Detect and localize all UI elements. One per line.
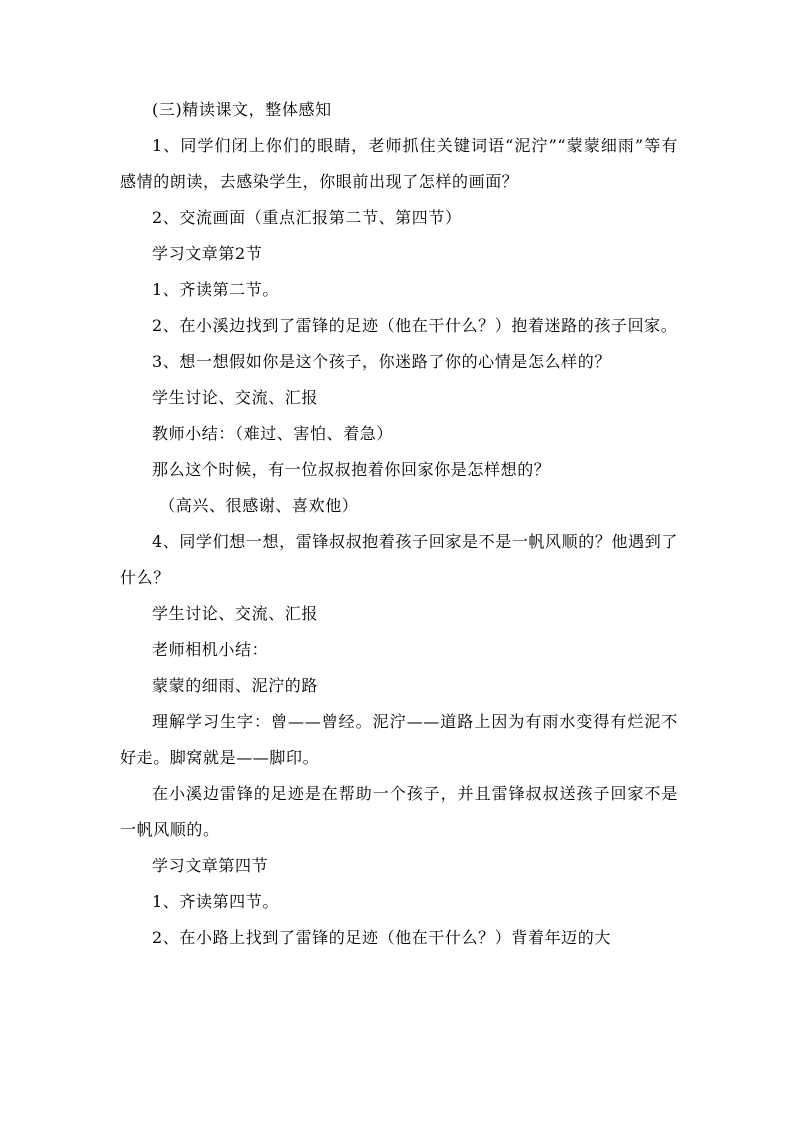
paragraph: 教师小结：（难过、害怕、着急） [152, 424, 394, 443]
paragraph: 学生讨论、交流、汇报 [152, 604, 319, 623]
paragraph: 3、想一想假如你是这个孩子，你迷路了你的心情是怎么样的？ [152, 352, 611, 371]
paragraph: 4、同学们想一想，雷锋叔叔抱着孩子回家是不是一帆风顺的？他遇到了什么？ [120, 532, 678, 587]
paragraph: 那么这个时候，有一位叔叔抱着你回家你是怎样想的？ [152, 460, 551, 479]
document-body [120, 92, 678, 956]
subsection-heading: 学习文章第2节 [152, 244, 263, 263]
paragraph: 在小溪边雷锋的足迹是在帮助一个孩子，并且雷锋叔叔送孩子回家不是一帆风顺的。 [120, 784, 678, 839]
paragraph: 学生讨论、交流、汇报 [152, 388, 319, 407]
section-heading: (三)精读课文，整体感知 [152, 100, 332, 119]
paragraph: 老师相机小结： [152, 640, 269, 659]
paragraph: 1、同学们闭上你们的眼睛，老师抓住关键词语“泥泞”“蒙蒙细雨”等有感情的朗读，去感染学生，你眼前出现了怎样的画面？ [120, 136, 678, 191]
subsection-heading: 学习文章第四节 [152, 856, 269, 875]
paragraph: 2、在小路上找到了雷锋的足迹（他在干什么？）背着年迈的大 [152, 928, 611, 947]
paragraph: 蒙蒙的细雨、泥泞的路 [152, 676, 319, 695]
paragraph: 1、齐读第二节。 [152, 280, 279, 299]
paragraph: 1、齐读第四节。 [152, 892, 279, 911]
paragraph: 2、在小溪边找到了雷锋的足迹（他在干什么？）抱着迷路的孩子回家。 [152, 316, 678, 335]
paragraph: （高兴、很感谢、喜欢他） [159, 496, 359, 515]
paragraph: 2、交流画面（重点汇报第二节、第四节） [152, 208, 462, 227]
paragraph: 理解学习生字：曾——曾经。泥泞——道路上因为有雨水变得有烂泥不好走。脚窝就是——脚印。 [120, 712, 678, 767]
